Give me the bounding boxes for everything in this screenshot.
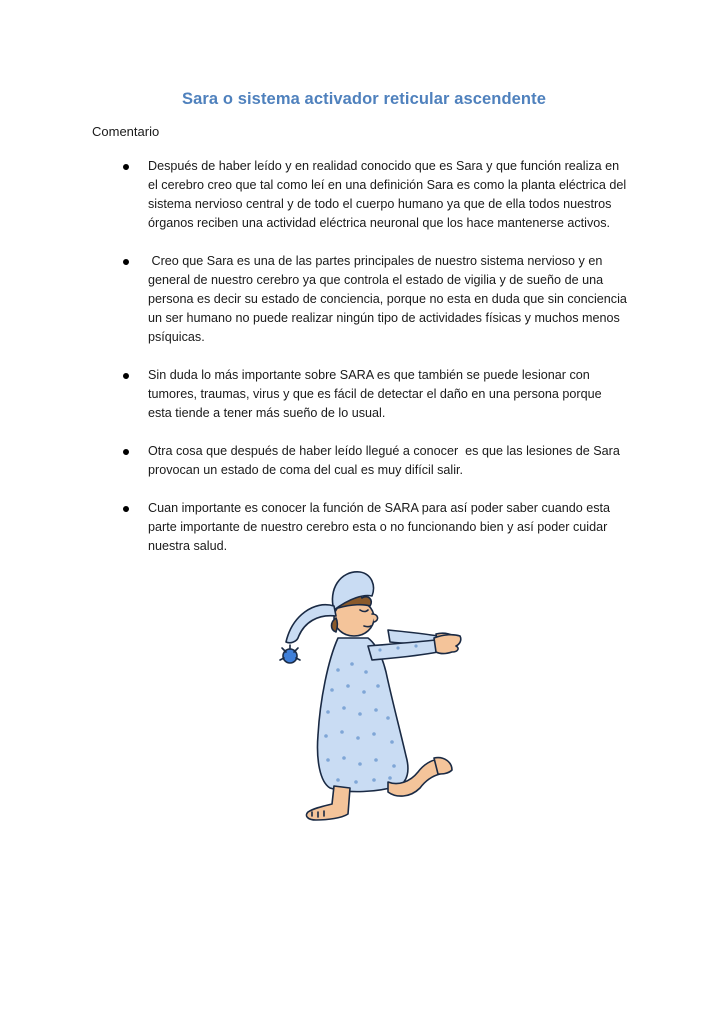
- bullet-icon: [123, 259, 129, 265]
- bullet-icon: [123, 449, 129, 455]
- bullet-text: Cuan importante es conocer la función de SARA para así poder saber cuando esta parte importante de nuestro cerebro esta o no funcionando bien y así poder cuidar nuestra salud.: [148, 501, 611, 553]
- bullet-text: Sin duda lo más importante sobre SARA es que también se puede lesionar con tumores, traumas, virus y que es fácil de detectar el daño en una persona porque esta tiende a tener más sueño de lo usual.: [148, 368, 602, 420]
- section-label: Comentario: [92, 124, 160, 139]
- bullet-text: Otra cosa que después de haber leído llegué a conocer es que las lesiones de Sara provocan un estado de coma del cual es muy difícil salir.: [148, 444, 624, 477]
- sleepwalker-illustration: [268, 560, 468, 825]
- list-item: [0, 442, 728, 480]
- list-item: [0, 366, 728, 423]
- bullet-list: [0, 157, 728, 575]
- list-item: [0, 499, 728, 556]
- list-item: [0, 157, 728, 233]
- bullet-icon: [123, 373, 129, 379]
- bullet-icon: [123, 506, 129, 512]
- bullet-text: Después de haber leído y en realidad conocido que es Sara y que función realiza en el cerebro creo que tal como leí en una definición Sara es como la planta eléctrica del sistema nervioso central y de todo el cuerpo humano ya que de ella todos nuestros órganos reciben una actividad eléctrica neuronal que los hace mantenerse activos.: [148, 159, 627, 230]
- document-title: Sara o sistema activador reticular ascendente: [181, 90, 546, 108]
- list-item: [0, 252, 728, 347]
- bullet-text: Creo que Sara es una de las partes principales de nuestro sistema nervioso y en general de nuestro cerebro ya que controla el estado de vigilia y de sueño de una persona es decir su estado de conciencia, porque no esta en duda que sin conciencia un ser humano no puede realizar ningún tipo de actividades físicas y muchos menos psíquicas.: [148, 254, 631, 344]
- bullet-icon: [123, 164, 129, 170]
